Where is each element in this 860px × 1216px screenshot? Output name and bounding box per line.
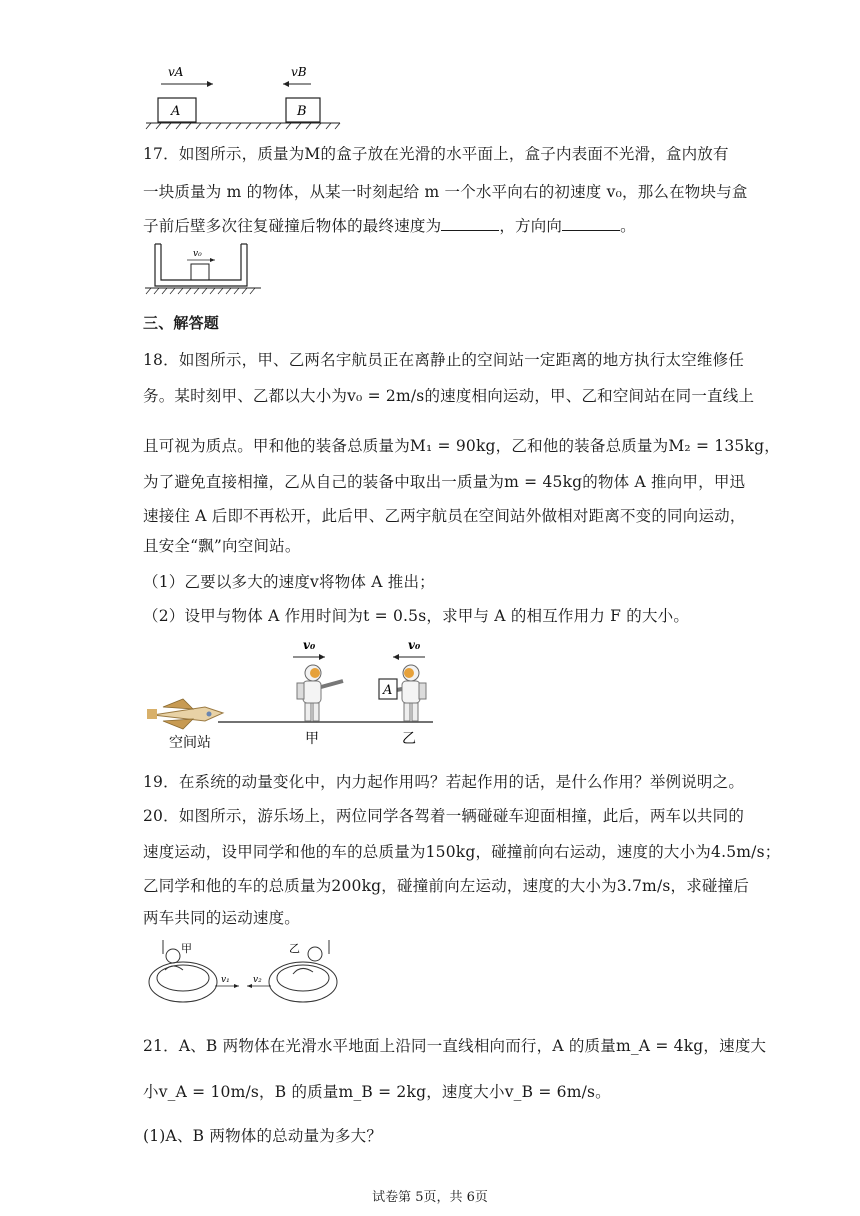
astronaut-jia-icon [297,665,343,721]
label-block-a-q18: A [383,683,393,698]
q18-line-5: 速接住 A 后即不再松开，此后甲、乙两宇航员在空间站外做相对距离不变的同向运动， [143,507,746,525]
q21-sub-1: (1)A、B 两物体的总动量为多大？ [143,1127,383,1145]
label-yi-q20: 乙 [289,942,300,955]
label-v0-yi: v₀ [408,638,421,652]
label-v2: v₂ [253,975,262,985]
label-space-station: 空间站 [169,735,211,751]
figure-q17 [143,240,263,296]
figure-q18 [143,635,443,755]
q18-sub-1: （1）乙要以多大的速度v将物体 A 推出； [143,573,435,591]
figure-q16 [143,60,343,130]
q20-line-2: 速度运动，设甲同学和他的车的总质量为150kg，碰撞前向右运动，速度的大小为4.5m/s； [143,843,781,861]
q17-line-3-a: 子前后壁多次往复碰撞后物体的最终速度为 [143,217,442,235]
label-v0-box: v₀ [193,249,202,259]
q19-line-1: 19．在系统的动量变化中，内力起作用吗？若起作用的话，是什么作用？举例说明之。 [143,773,745,791]
q17-line-1: 17．如图所示，质量为M的盒子放在光滑的水平面上，盒子内表面不光滑，盒内放有 [143,145,729,163]
label-vb: vB [291,65,307,79]
q17-line-2: 一块质量为 m 的物体，从某一时刻起给 m 一个水平向右的初速度 v₀，那么在物块与盒 [143,183,748,201]
page-footer: 试卷第 5页，共 6页 [372,1190,488,1205]
bumper-car-yi-icon [269,940,337,1002]
label-jia-q20: 甲 [181,942,192,955]
q21-line-2: 小v_A = 10m/s，B 的质量m_B = 2kg，速度大小v_B = 6m/s。 [143,1083,611,1101]
answer-blank-direction[interactable] [562,216,620,231]
q20-line-1: 20．如图所示，游乐场上，两位同学各驾着一辆碰碰车迎面相撞，此后，两车以共同的 [143,807,745,825]
answer-blank-speed[interactable] [441,216,499,231]
section-title: 三、解答题 [143,314,220,332]
figure-q20 [143,938,343,1010]
label-jia: 甲 [305,731,319,747]
q21-line-1: 21．A、B 两物体在光滑水平地面上沿同一直线相向而行，A 的质量m_A = 4kg，速度大 [143,1037,767,1055]
label-block-a: A [171,104,181,119]
q20-line-3: 乙同学和他的车的总质量为200kg，碰撞前向左运动，速度的大小为3.7m/s，求碰撞后 [143,877,750,895]
space-station-icon [147,699,223,729]
label-v0-jia: v₀ [303,638,316,652]
label-va: vA [168,65,184,79]
q18-line-6: 且安全“飘”向空间站。 [143,537,301,555]
q20-line-4: 两车共同的运动速度。 [143,909,301,927]
q17-line-3-b: ，方向向 [499,217,563,235]
q17-line-3 [143,214,636,236]
label-block-b: B [297,104,307,119]
q18-line-1: 18．如图所示，甲、乙两名宇航员正在离静止的空间站一定距离的地方执行太空维修任 [143,351,745,369]
q18-line-3: 且可视为质点。甲和他的装备总质量为M₁ = 90kg，乙和他的装备总质量为M₂ = 135kg， [143,437,780,455]
q17-line-3-c: 。 [620,217,636,235]
q18-sub-2: （2）设甲与物体 A 作用时间为t = 0.5s，求甲与 A 的相互作用力 F 的大小。 [143,607,690,625]
label-yi: 乙 [402,731,416,747]
label-v1: v₁ [221,975,230,985]
q18-line-2: 务。某时刻甲、乙都以大小为v₀ = 2m/s的速度相向运动，甲、乙和空间站在同一直线上 [143,387,755,405]
q18-line-4: 为了避免直接相撞，乙从自己的装备中取出一质量为m = 45kg的物体 A 推向甲，甲迅 [143,473,746,491]
